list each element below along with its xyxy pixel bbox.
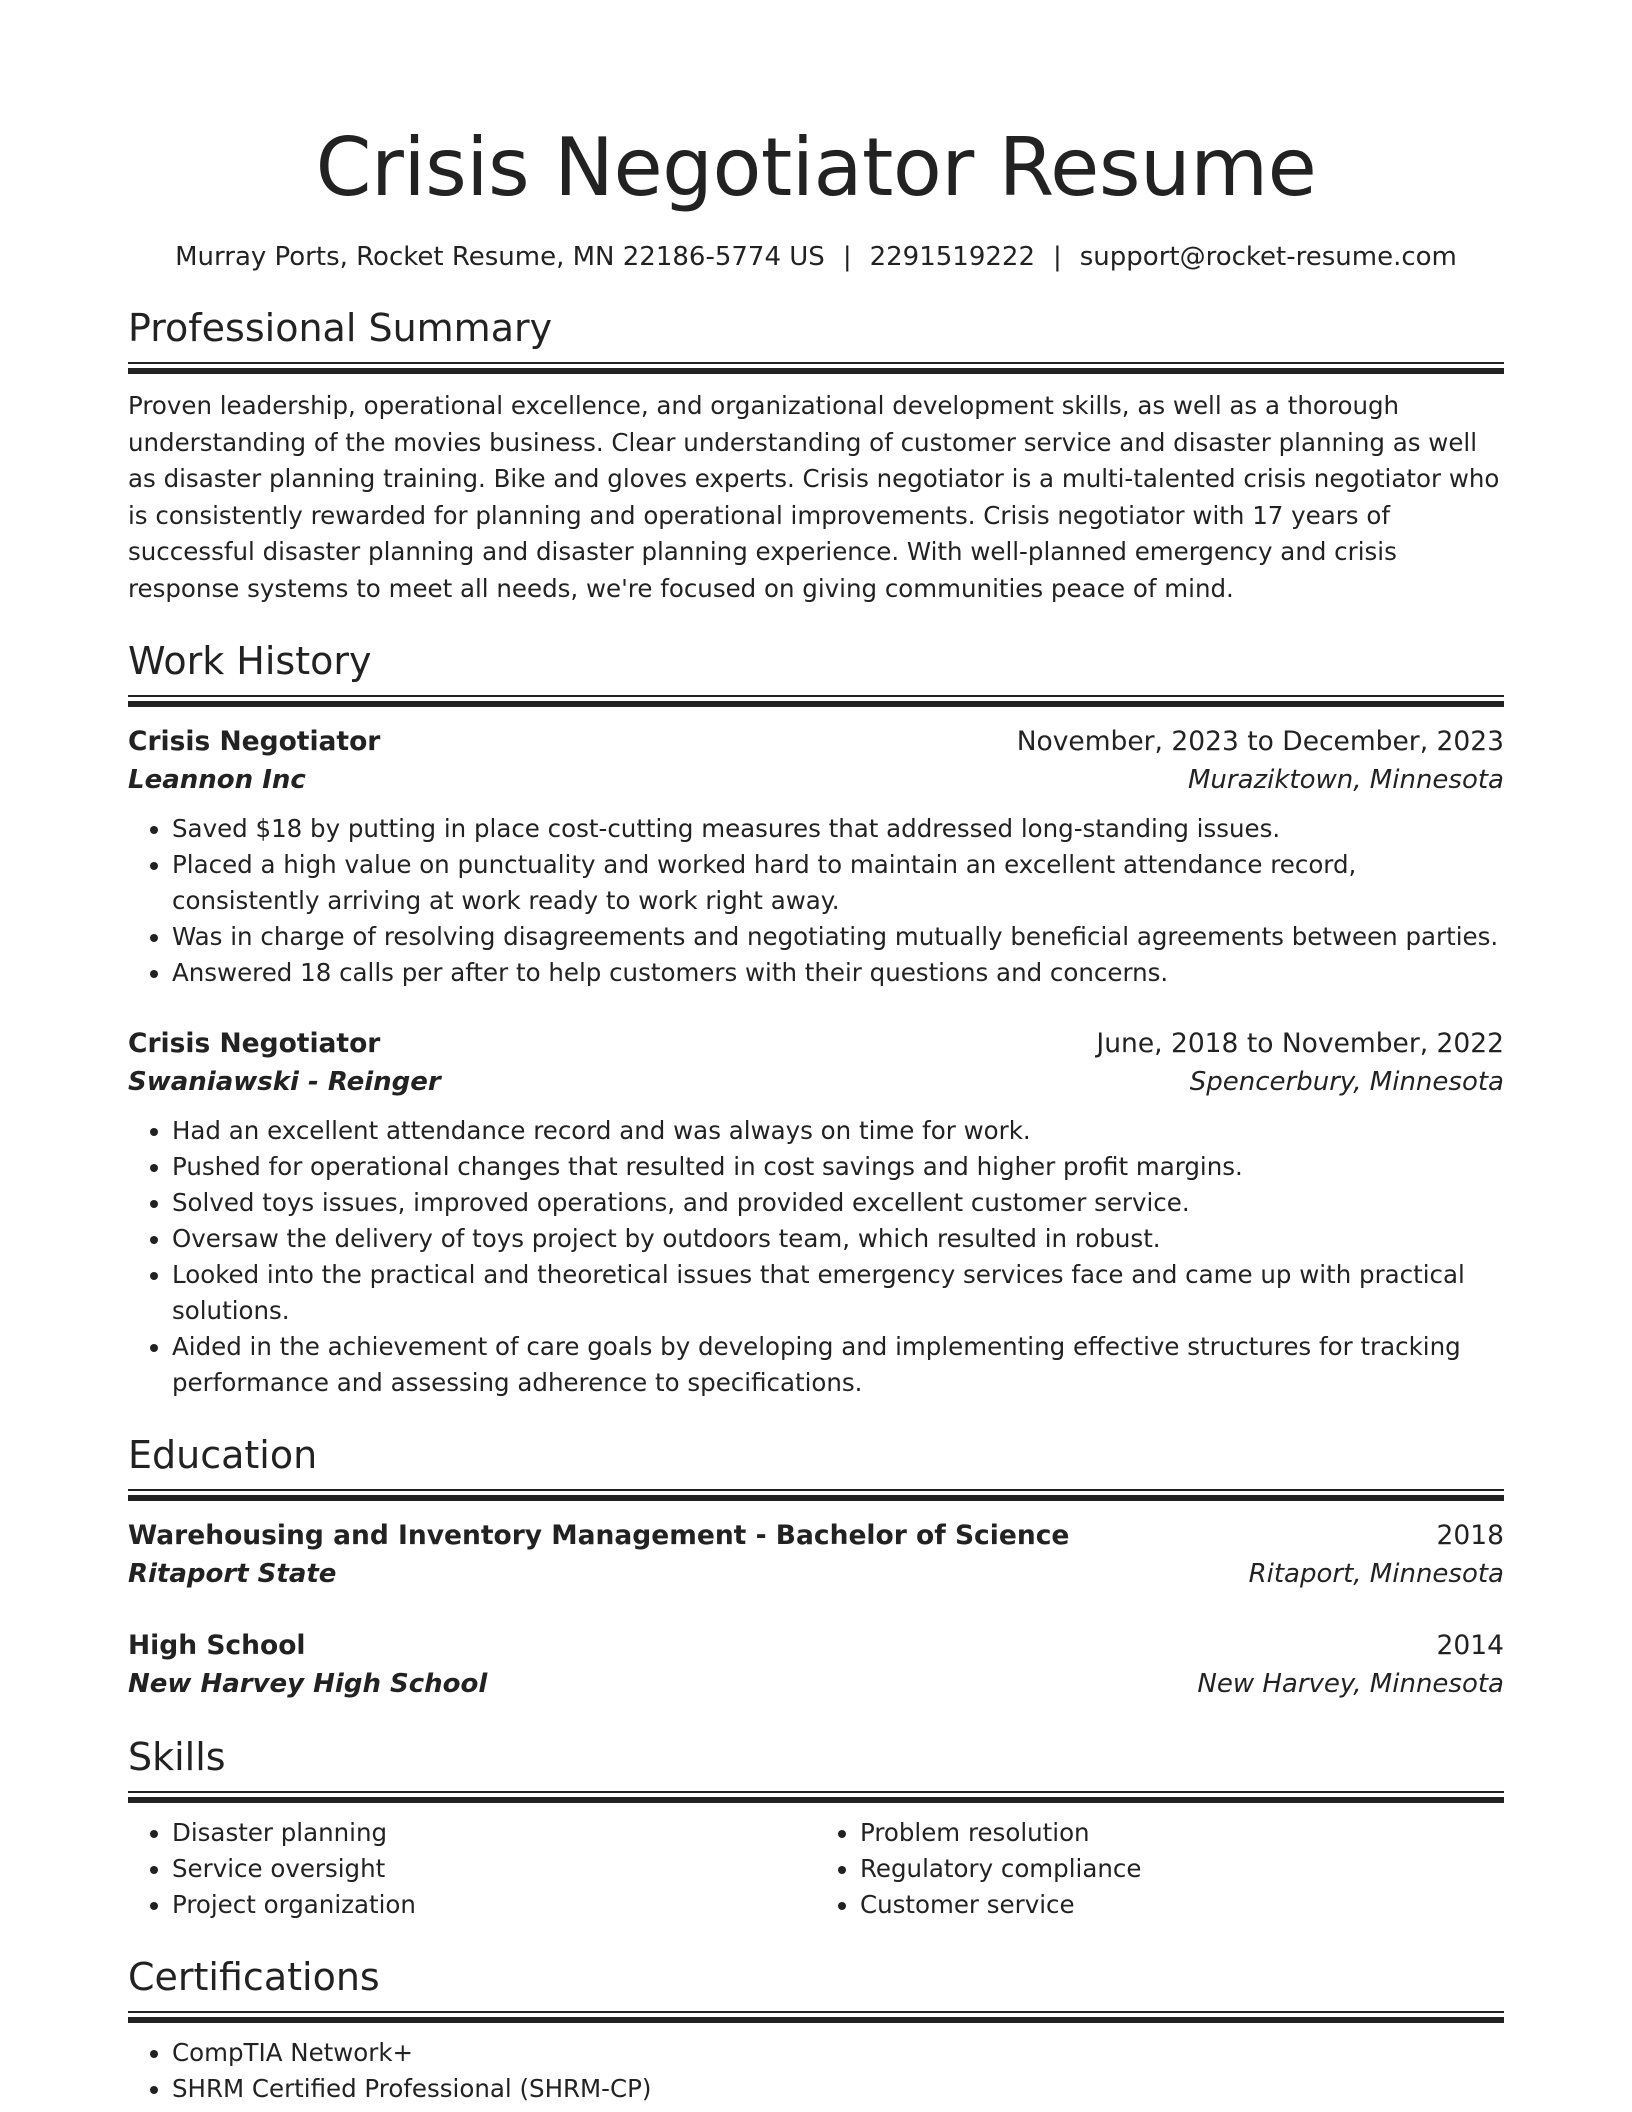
- section-summary: [128, 304, 1504, 607]
- section-divider: [128, 1791, 1504, 1803]
- list-item: • Placed a high value on punctuality and worked hard to maintain an excellent attendance record, consistently arriving at work ready to work right away.: [172, 847, 1504, 919]
- job-title: Crisis Negotiator: [128, 1028, 381, 1059]
- job-company-row: [128, 1063, 1504, 1101]
- education-entry: [128, 1517, 1504, 1593]
- job-dates: June, 2018 to November, 2022: [1096, 1028, 1504, 1059]
- list-item: • Problem resolution: [860, 1815, 1504, 1851]
- job-location: Spencerbury, Minnesota: [1189, 1067, 1504, 1097]
- education-location: New Harvey, Minnesota: [1197, 1669, 1504, 1699]
- list-item: • Pushed for operational changes that resulted in cost savings and higher profit margins.: [172, 1149, 1504, 1185]
- section-divider: [128, 695, 1504, 707]
- job-company: Leannon Inc: [128, 765, 306, 795]
- section-divider: [128, 362, 1504, 374]
- contact-separator: |: [1053, 242, 1062, 272]
- list-item: • Customer service: [860, 1887, 1504, 1923]
- resume-title: Crisis Negotiator Resume: [315, 121, 1317, 214]
- education-year: 2018: [1436, 1520, 1504, 1551]
- list-item: • Aided in the achievement of care goals by developing and implementing effective structures for tracking performance and assessing adherence to specifications.: [172, 1329, 1504, 1401]
- list-item: • Project organization: [172, 1887, 816, 1923]
- section-heading-certifications: Certifications: [128, 1955, 380, 1999]
- list-item: • Solved toys issues, improved operations, and provided excellent customer service.: [172, 1185, 1504, 1221]
- job-title: Crisis Negotiator: [128, 726, 381, 757]
- job-company: Swaniawski - Reinger: [128, 1067, 441, 1097]
- education-school-row: [128, 1555, 1504, 1593]
- list-item: • Answered 18 calls per after to help customers with their questions and concerns.: [172, 955, 1504, 991]
- contact-email: support@rocket-resume.com: [1079, 242, 1457, 272]
- contact-line: [128, 240, 1504, 274]
- list-item: • Disaster planning: [172, 1815, 816, 1851]
- education-school: Ritaport State: [128, 1559, 337, 1589]
- skills-grid: [128, 1815, 1504, 1923]
- list-item: • Looked into the practical and theoretical issues that emergency services face and came up with practical solutions.: [172, 1257, 1504, 1329]
- job-bullets: [128, 1113, 1504, 1401]
- list-item: • SHRM Certified Professional (SHRM-CP): [172, 2071, 1504, 2107]
- list-item: • Was in charge of resolving disagreements and negotiating mutually beneficial agreements between parties.: [172, 919, 1504, 955]
- job-location: Muraziktown, Minnesota: [1187, 765, 1504, 795]
- list-item: • Had an excellent attendance record and was always on time for work.: [172, 1113, 1504, 1149]
- education-degree-row: [128, 1517, 1504, 1555]
- education-entry: [128, 1627, 1504, 1703]
- section-heading-skills: Skills: [128, 1735, 226, 1779]
- education-degree: Warehousing and Inventory Management - Bachelor of Science: [128, 1520, 1070, 1551]
- section-heading-summary: Professional Summary: [128, 306, 553, 350]
- section-education: [128, 1431, 1504, 1703]
- education-location: Ritaport, Minnesota: [1248, 1559, 1504, 1589]
- contact-phone: 2291519222: [869, 242, 1035, 272]
- education-school-row: [128, 1665, 1504, 1703]
- list-item: • Regulatory compliance: [860, 1851, 1504, 1887]
- job-title-row: [128, 723, 1504, 761]
- job-company-row: [128, 761, 1504, 799]
- section-divider: [128, 1489, 1504, 1501]
- contact-separator: |: [842, 242, 852, 272]
- education-school: New Harvey High School: [128, 1669, 488, 1699]
- section-skills: [128, 1733, 1504, 1923]
- job-dates: November, 2023 to December, 2023: [1016, 726, 1504, 757]
- section-heading-education: Education: [128, 1433, 318, 1477]
- job-bullets: [128, 811, 1504, 991]
- skills-column-2: [816, 1815, 1504, 1923]
- list-item: • Service oversight: [172, 1851, 816, 1887]
- education-degree-row: [128, 1627, 1504, 1665]
- contact-address: Murray Ports, Rocket Resume, MN 22186-5774 US: [175, 242, 825, 272]
- list-item: • Saved $18 by putting in place cost-cutting measures that addressed long-standing issues.: [172, 811, 1504, 847]
- skills-column-1: [128, 1815, 816, 1923]
- list-item: • CompTIA Network+: [172, 2035, 1504, 2071]
- job-entry: [128, 1025, 1504, 1401]
- list-item: • Oversaw the delivery of toys project by outdoors team, which resulted in robust.: [172, 1221, 1504, 1257]
- section-divider: [128, 2011, 1504, 2023]
- education-year: 2014: [1436, 1630, 1504, 1661]
- section-work-history: [128, 637, 1504, 1401]
- certifications-list: [128, 2035, 1504, 2107]
- summary-text: Proven leadership, operational excellence, and organizational development skills, as well as a thorough understanding of the movies business. Clear understanding of customer service and disaster planning as well as disaster planning training. Bike and gloves experts. Crisis negotiator is a multi-talented crisis negotiator who is consistently rewarded for planning and operational improvements. Crisis negotiator with 17 years of successful disaster planning and disaster planning experience. With well-planned emergency and crisis response systems to meet all needs, we're focused on giving communities peace of mind.: [128, 391, 1500, 603]
- section-certifications: [128, 1953, 1504, 2107]
- job-entry: [128, 723, 1504, 991]
- education-degree: High School: [128, 1630, 306, 1661]
- section-heading-work-history: Work History: [128, 639, 372, 683]
- job-title-row: [128, 1025, 1504, 1063]
